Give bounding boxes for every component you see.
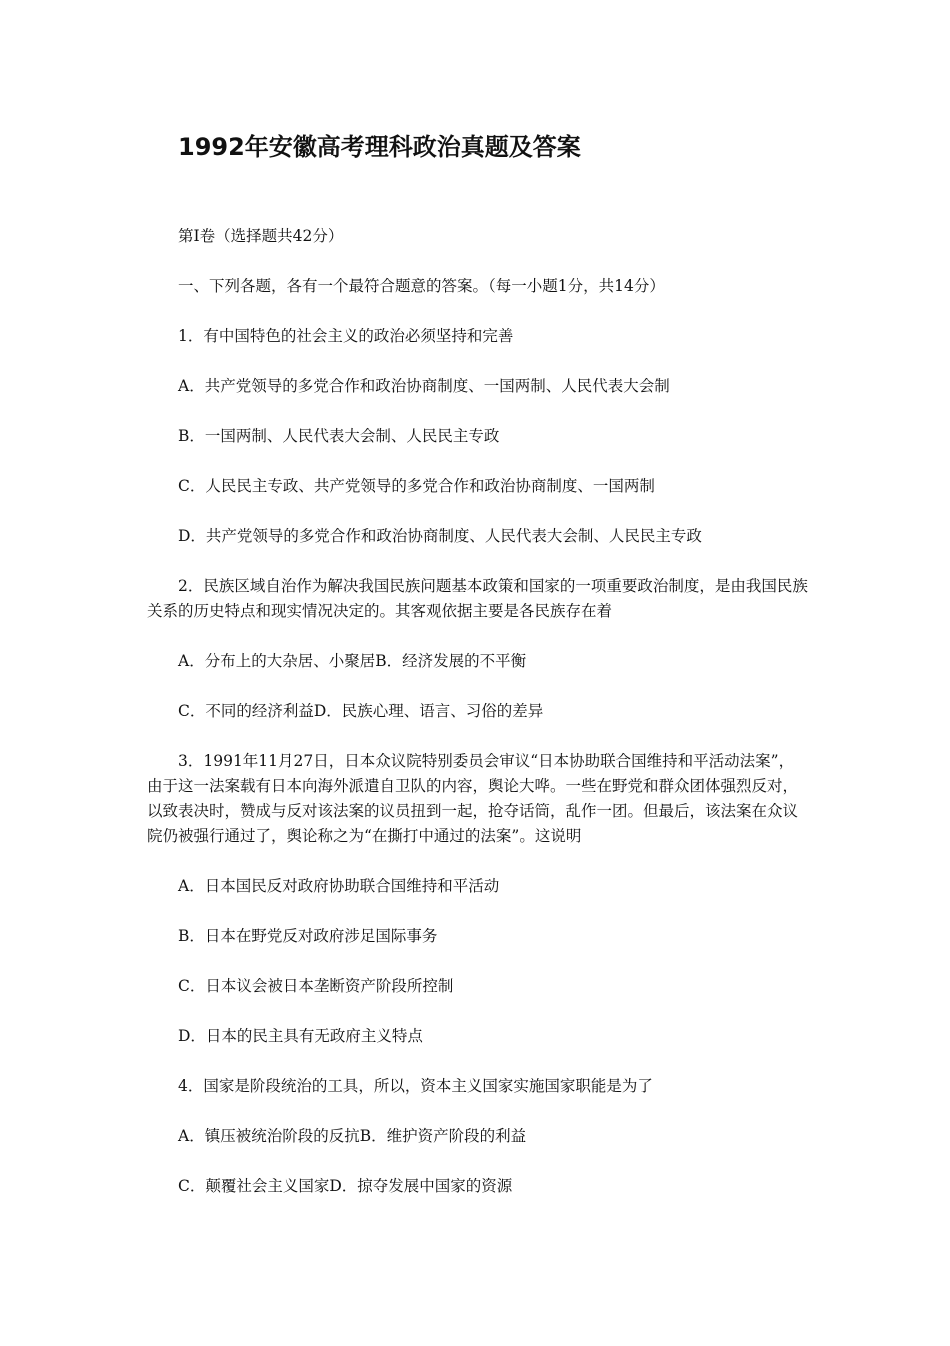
question-3-option-a: A．日本国民反对政府协助联合国维持和平活动 bbox=[178, 877, 500, 895]
question-1-stem: 1．有中国特色的社会主义的政治必须坚持和完善 bbox=[178, 327, 514, 345]
question-2-stem: 2．民族区域自治作为解决我国民族问题基本政策和国家的一项重要政治制度，是由我国民族关系的历史特点和现实情况决定的。其客观依据主要是各民族存在着 bbox=[147, 577, 808, 620]
question-3-option-c: C．日本议会被日本垄断资产阶段所控制 bbox=[178, 977, 454, 995]
question-3-option-b: B．日本在野党反对政府涉足国际事务 bbox=[178, 927, 438, 945]
question-4-stem: 4．国家是阶段统治的工具，所以，资本主义国家实施国家职能是为了 bbox=[178, 1077, 653, 1095]
question-2-options-ab: A．分布上的大杂居、小聚居B．经济发展的不平衡 bbox=[178, 652, 527, 670]
part-intro: 一、下列各题，各有一个最符合题意的答案。（每一小题1分，共14分） bbox=[178, 277, 665, 295]
question-1-option-b: B．一国两制、人民代表大会制、人民民主专政 bbox=[178, 427, 500, 445]
question-1-option-a: A．共产党领导的多党合作和政治协商制度、一国两制、人民代表大会制 bbox=[178, 377, 670, 395]
question-3-option-d: D．日本的民主具有无政府主义特点 bbox=[178, 1027, 423, 1045]
question-4-options-cd: C．颠覆社会主义国家D．掠夺发展中国家的资源 bbox=[178, 1177, 513, 1195]
section-heading: 第I卷（选择题共42分） bbox=[178, 227, 344, 245]
question-4-options-ab: A．镇压被统治阶段的反抗B．维护资产阶段的利益 bbox=[178, 1127, 527, 1145]
question-3-stem: 3．1991年11月27日，日本众议院特别委员会审议“日本协助联合国维持和平活动法案”，由于这一法案载有日本向海外派遣自卫队的内容，舆论大哗。一些在野党和群众团体强烈反对，以致表决时，赞成与反对该法案的议员扭到一起，抢夺话筒，乱作一团。但最后，该法案在众议院仍被强行通过了，舆论称之为“在撕打中通过的法案”。这说明 bbox=[147, 752, 799, 845]
document-title: 1992年安徽高考理科政治真题及答案 bbox=[178, 133, 581, 161]
question-1-option-c: C．人民民主专政、共产党领导的多党合作和政治协商制度、一国两制 bbox=[178, 477, 655, 495]
question-1-option-d: D．共产党领导的多党合作和政治协商制度、人民代表大会制、人民民主专政 bbox=[178, 527, 702, 545]
question-2-options-cd: C．不同的经济利益D．民族心理、语言、习俗的差异 bbox=[178, 702, 544, 720]
